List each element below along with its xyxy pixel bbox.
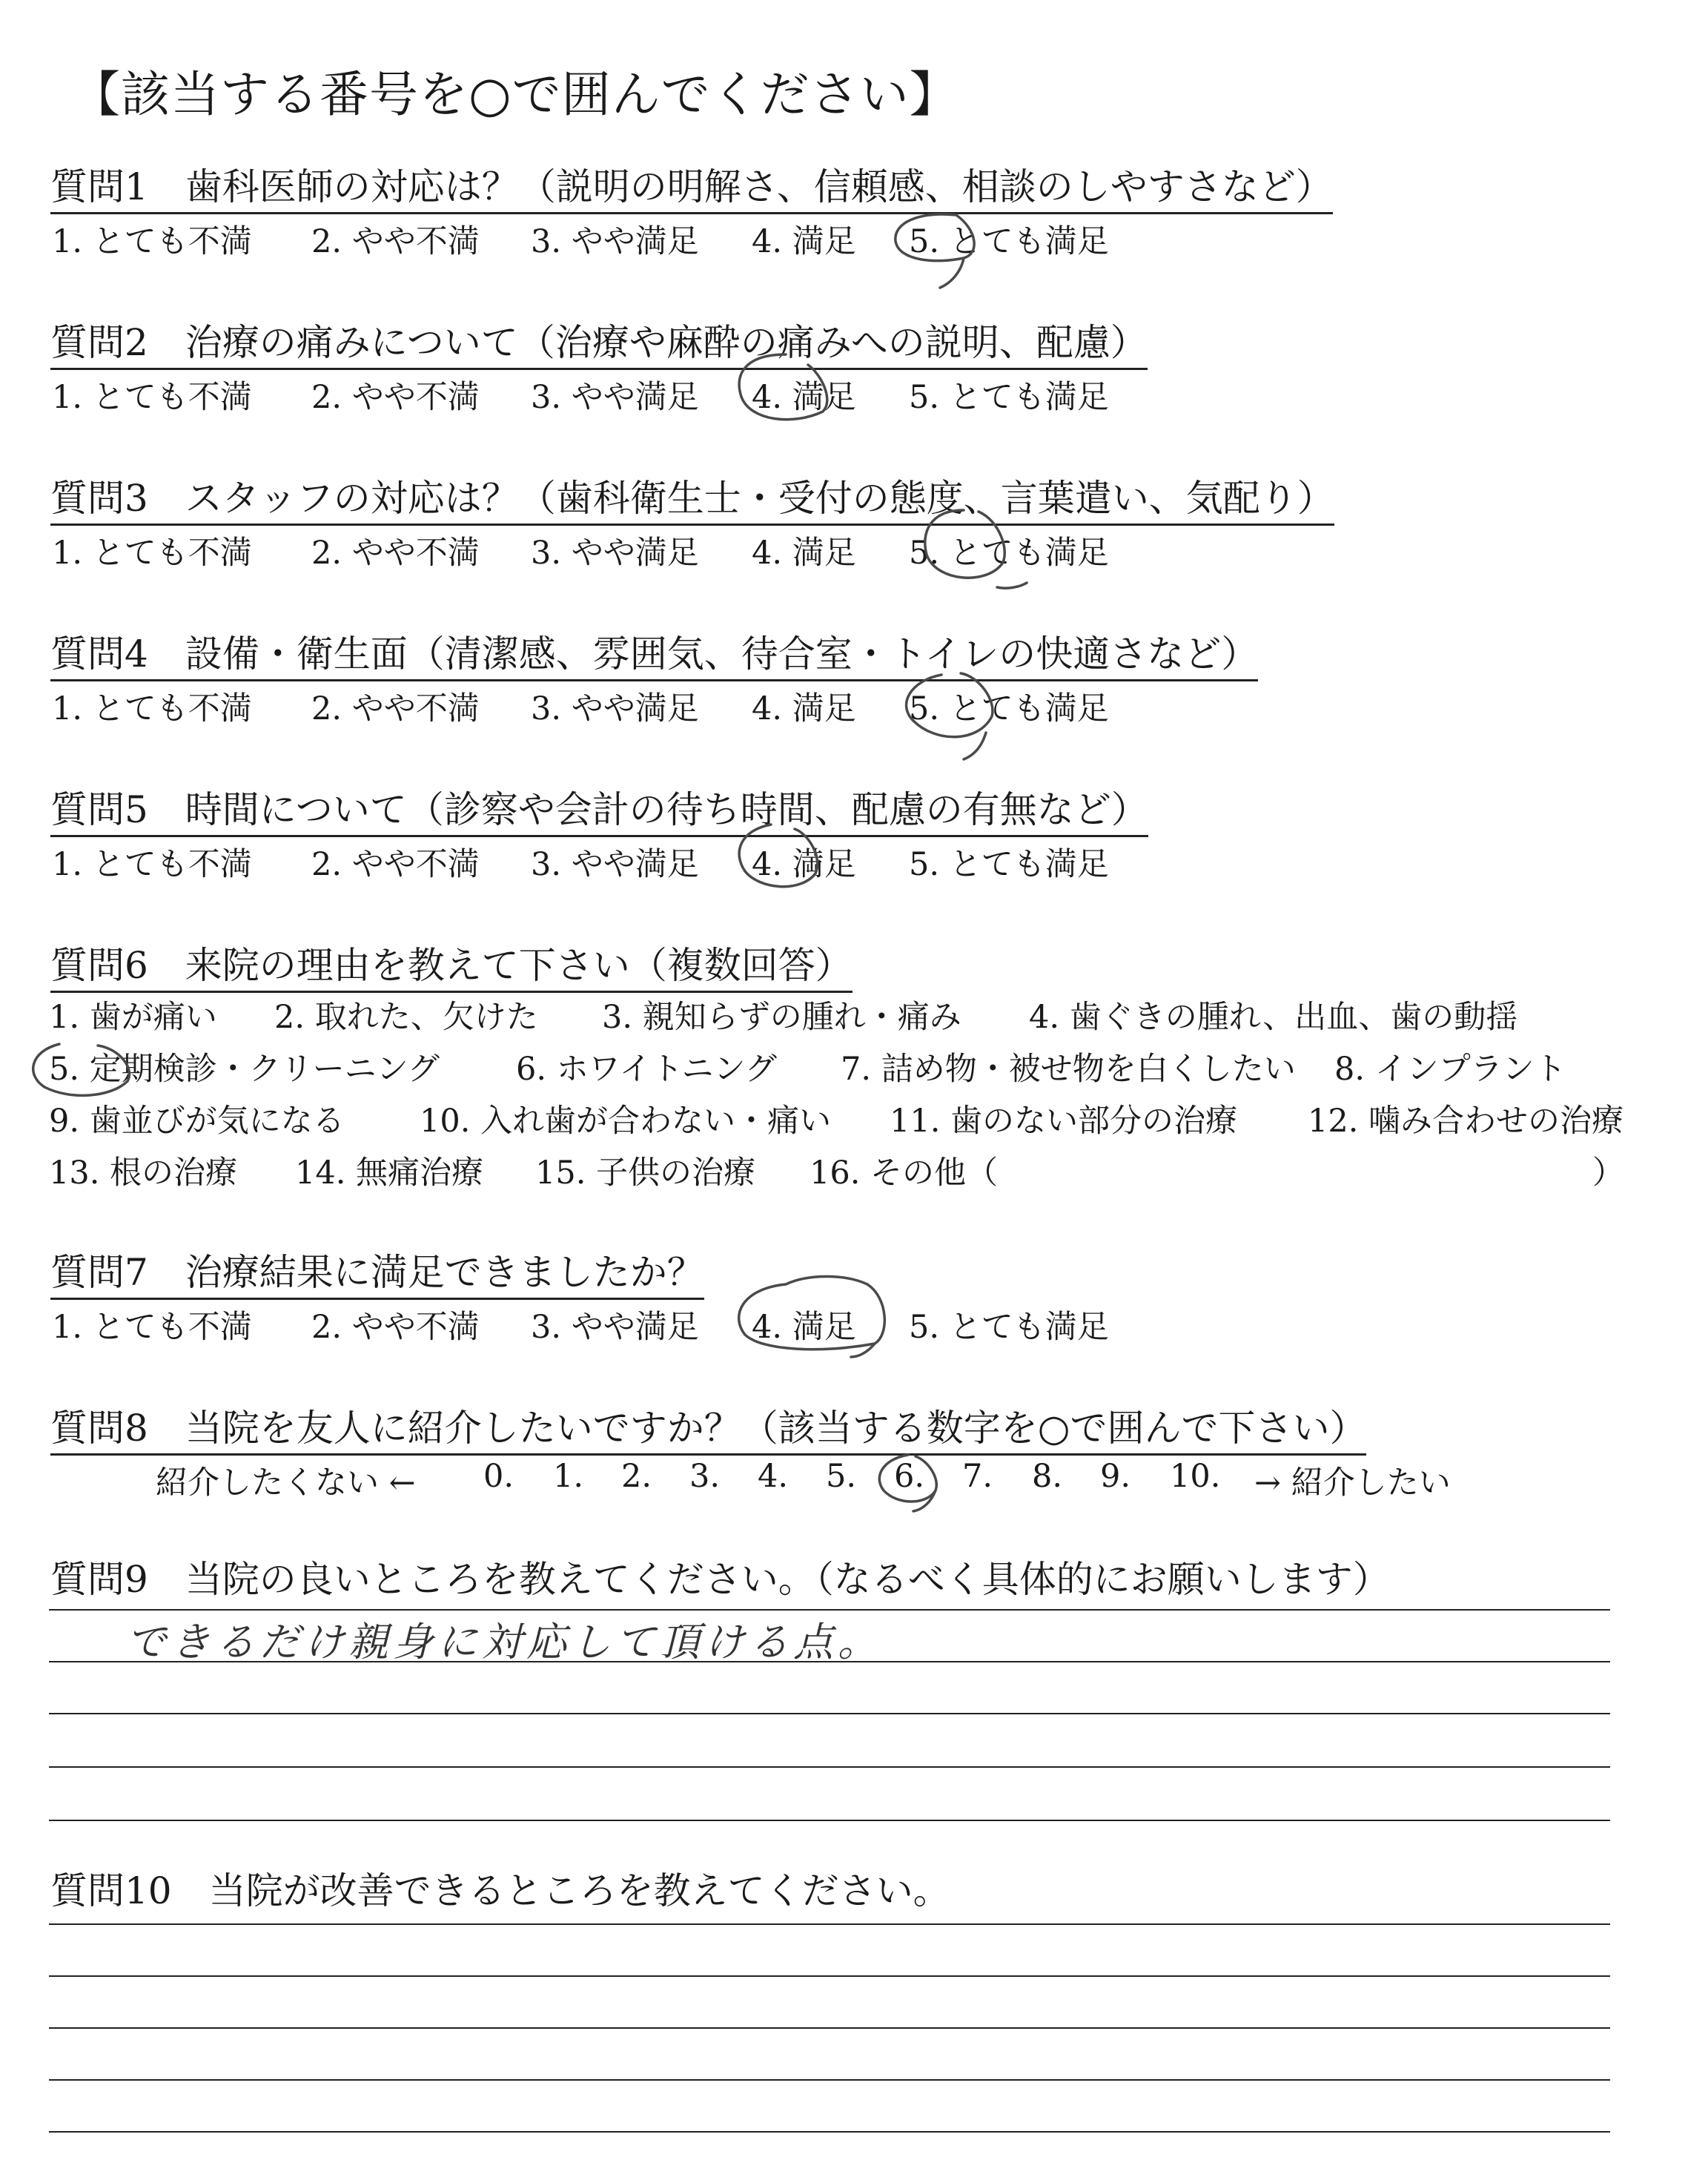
q2-option-2[interactable]: 2. やや不満	[311, 379, 480, 416]
q6-option-5[interactable]: 5. 定期検診・クリーニング	[49, 1051, 440, 1088]
q8-option-3[interactable]: 3.	[689, 1458, 721, 1495]
q4-option-5[interactable]: 5. とても満足	[909, 690, 1109, 727]
q8-option-10[interactable]: 10.	[1170, 1458, 1221, 1495]
q9-answer-line	[49, 1713, 1610, 1714]
question-3-label: 質問3 スタッフの対応は？（歯科衛生士・受付の態度、言葉遣い、気配り）	[50, 469, 1334, 526]
q8-right-label: → 紹介したい	[1254, 1464, 1451, 1502]
question-7-options	[0, 1302, 1708, 1347]
page-title: 【該当する番号を○で囲んでください】	[71, 66, 959, 123]
question-3-options	[0, 528, 1708, 572]
q10-answer-line	[49, 1975, 1610, 1977]
q4-option-1[interactable]: 1. とても不満	[52, 690, 252, 727]
q8-option-1[interactable]: 1.	[553, 1458, 584, 1495]
q4-option-4[interactable]: 4. 満足	[752, 690, 856, 727]
question-10-label: 質問10 当院が改善できるところを教えてください。	[50, 1869, 950, 1912]
q3-option-3[interactable]: 3. やや満足	[531, 535, 699, 572]
question-8-label: 質問8 当院を友人に紹介したいですか？（該当する数字を○で囲んで下さい）	[50, 1398, 1366, 1456]
q6-option-4[interactable]: 4. 歯ぐきの腫れ、出血、歯の動揺	[1029, 999, 1518, 1036]
q8-option-0[interactable]: 0.	[483, 1458, 514, 1495]
q2-option-1[interactable]: 1. とても不満	[52, 379, 252, 416]
q1-option-1[interactable]: 1. とても不満	[52, 223, 252, 260]
q4-option-3[interactable]: 3. やや満足	[531, 690, 699, 727]
question-5-options	[0, 839, 1708, 884]
q10-answer-line	[49, 2131, 1610, 2133]
q6-option-8[interactable]: 8. インプラント	[1334, 1051, 1566, 1088]
q4-option-2[interactable]: 2. やや不満	[311, 690, 480, 727]
q3-option-1[interactable]: 1. とても不満	[52, 535, 252, 572]
q6-option-15[interactable]: 15. 子供の治療	[535, 1155, 756, 1192]
q7-option-3[interactable]: 3. やや満足	[531, 1309, 699, 1346]
q2-option-5[interactable]: 5. とても満足	[909, 379, 1109, 416]
q6-option-13[interactable]: 13. 根の治療	[49, 1155, 238, 1192]
q6-option-16[interactable]: 16. その他（	[810, 1155, 999, 1192]
question-6-options	[0, 992, 1708, 1207]
question-4-label: 質問4 設備・衛生面（清潔感、雰囲気、待合室・トイレの快適さなど）	[50, 624, 1258, 681]
q5-option-1[interactable]: 1. とても不満	[52, 846, 252, 883]
q6-option-6[interactable]: 6. ホワイトニング	[516, 1051, 777, 1088]
q6-option-2[interactable]: 2. 取れた、欠けた	[274, 999, 538, 1036]
q1-option-5[interactable]: 5. とても満足	[909, 223, 1109, 260]
q10-answer-line	[49, 1923, 1610, 1925]
question-5-label: 質問5 時間について（診察や会計の待ち時間、配慮の有無など）	[50, 780, 1148, 837]
q5-option-5[interactable]: 5. とても満足	[909, 846, 1109, 883]
q5-option-2[interactable]: 2. やや不満	[311, 846, 480, 883]
q6-option-7[interactable]: 7. 詰め物・被せ物を白くしたい	[841, 1051, 1296, 1088]
q3-option-4[interactable]: 4. 満足	[752, 535, 856, 572]
q8-option-2[interactable]: 2.	[621, 1458, 652, 1495]
q9-handwritten-answer: できるだけ親身に対応して頂ける点。	[126, 1619, 882, 1665]
question-2-label: 質問2 治療の痛みについて（治療や麻酔の痛みへの説明、配慮）	[50, 313, 1148, 370]
question-6-label: 質問6 来院の理由を教えて下さい（複数回答）	[50, 936, 853, 993]
q8-left-label: 紹介したくない ←	[156, 1464, 416, 1502]
q10-answer-line	[49, 2079, 1610, 2081]
q3-option-5[interactable]: 5. とても満足	[909, 535, 1109, 572]
question-8-scale	[0, 1458, 1708, 1502]
q1-option-2[interactable]: 2. やや不満	[311, 223, 480, 260]
q7-option-1[interactable]: 1. とても不満	[52, 1309, 252, 1346]
q2-option-3[interactable]: 3. やや満足	[531, 379, 699, 416]
q6-option-12[interactable]: 12. 噛み合わせの治療	[1308, 1103, 1624, 1140]
q5-option-4[interactable]: 4. 満足	[752, 846, 856, 883]
q7-option-4[interactable]: 4. 満足	[752, 1309, 856, 1346]
q6-option-10[interactable]: 10. 入れ歯が合わない・痛い	[420, 1103, 832, 1140]
q8-option-9[interactable]: 9.	[1100, 1458, 1131, 1495]
question-1-label: 質問1 歯科医師の対応は？（説明の明解さ、信頼感、相談のしやすさなど）	[50, 157, 1333, 214]
q1-option-3[interactable]: 3. やや満足	[531, 223, 699, 260]
q7-option-2[interactable]: 2. やや不満	[311, 1309, 480, 1346]
q8-option-6[interactable]: 6.	[894, 1458, 925, 1495]
q6-other-close-paren: ）	[1592, 1155, 1624, 1192]
q8-option-4[interactable]: 4.	[758, 1458, 789, 1495]
q9-answer-line	[49, 1766, 1610, 1768]
question-1-options	[0, 217, 1708, 261]
q7-option-5[interactable]: 5. とても満足	[909, 1309, 1109, 1346]
q8-option-7[interactable]: 7.	[962, 1458, 993, 1495]
q6-option-14[interactable]: 14. 無痛治療	[295, 1155, 484, 1192]
q6-option-11[interactable]: 11. 歯のない部分の治療	[890, 1103, 1238, 1140]
q1-option-4[interactable]: 4. 満足	[752, 223, 856, 260]
q6-option-1[interactable]: 1. 歯が痛い	[49, 999, 217, 1036]
question-4-options	[0, 684, 1708, 728]
q6-option-9[interactable]: 9. 歯並びが気になる	[49, 1103, 345, 1140]
q8-option-5[interactable]: 5.	[826, 1458, 857, 1495]
question-2-options	[0, 372, 1708, 417]
q2-option-4[interactable]: 4. 満足	[752, 379, 856, 416]
q8-option-8[interactable]: 8.	[1032, 1458, 1063, 1495]
q10-answer-line	[49, 2027, 1610, 2029]
q3-option-2[interactable]: 2. やや不満	[311, 535, 480, 572]
q5-option-3[interactable]: 3. やや満足	[531, 846, 699, 883]
question-9-label: 質問9 当院の良いところを教えてください。（なるべく具体的にお願いします）	[50, 1558, 1390, 1601]
q6-option-3[interactable]: 3. 親知らずの腫れ・痛み	[602, 999, 961, 1036]
q9-answer-line	[49, 1820, 1610, 1821]
question-7-label: 質問7 治療結果に満足できましたか？	[50, 1243, 704, 1300]
